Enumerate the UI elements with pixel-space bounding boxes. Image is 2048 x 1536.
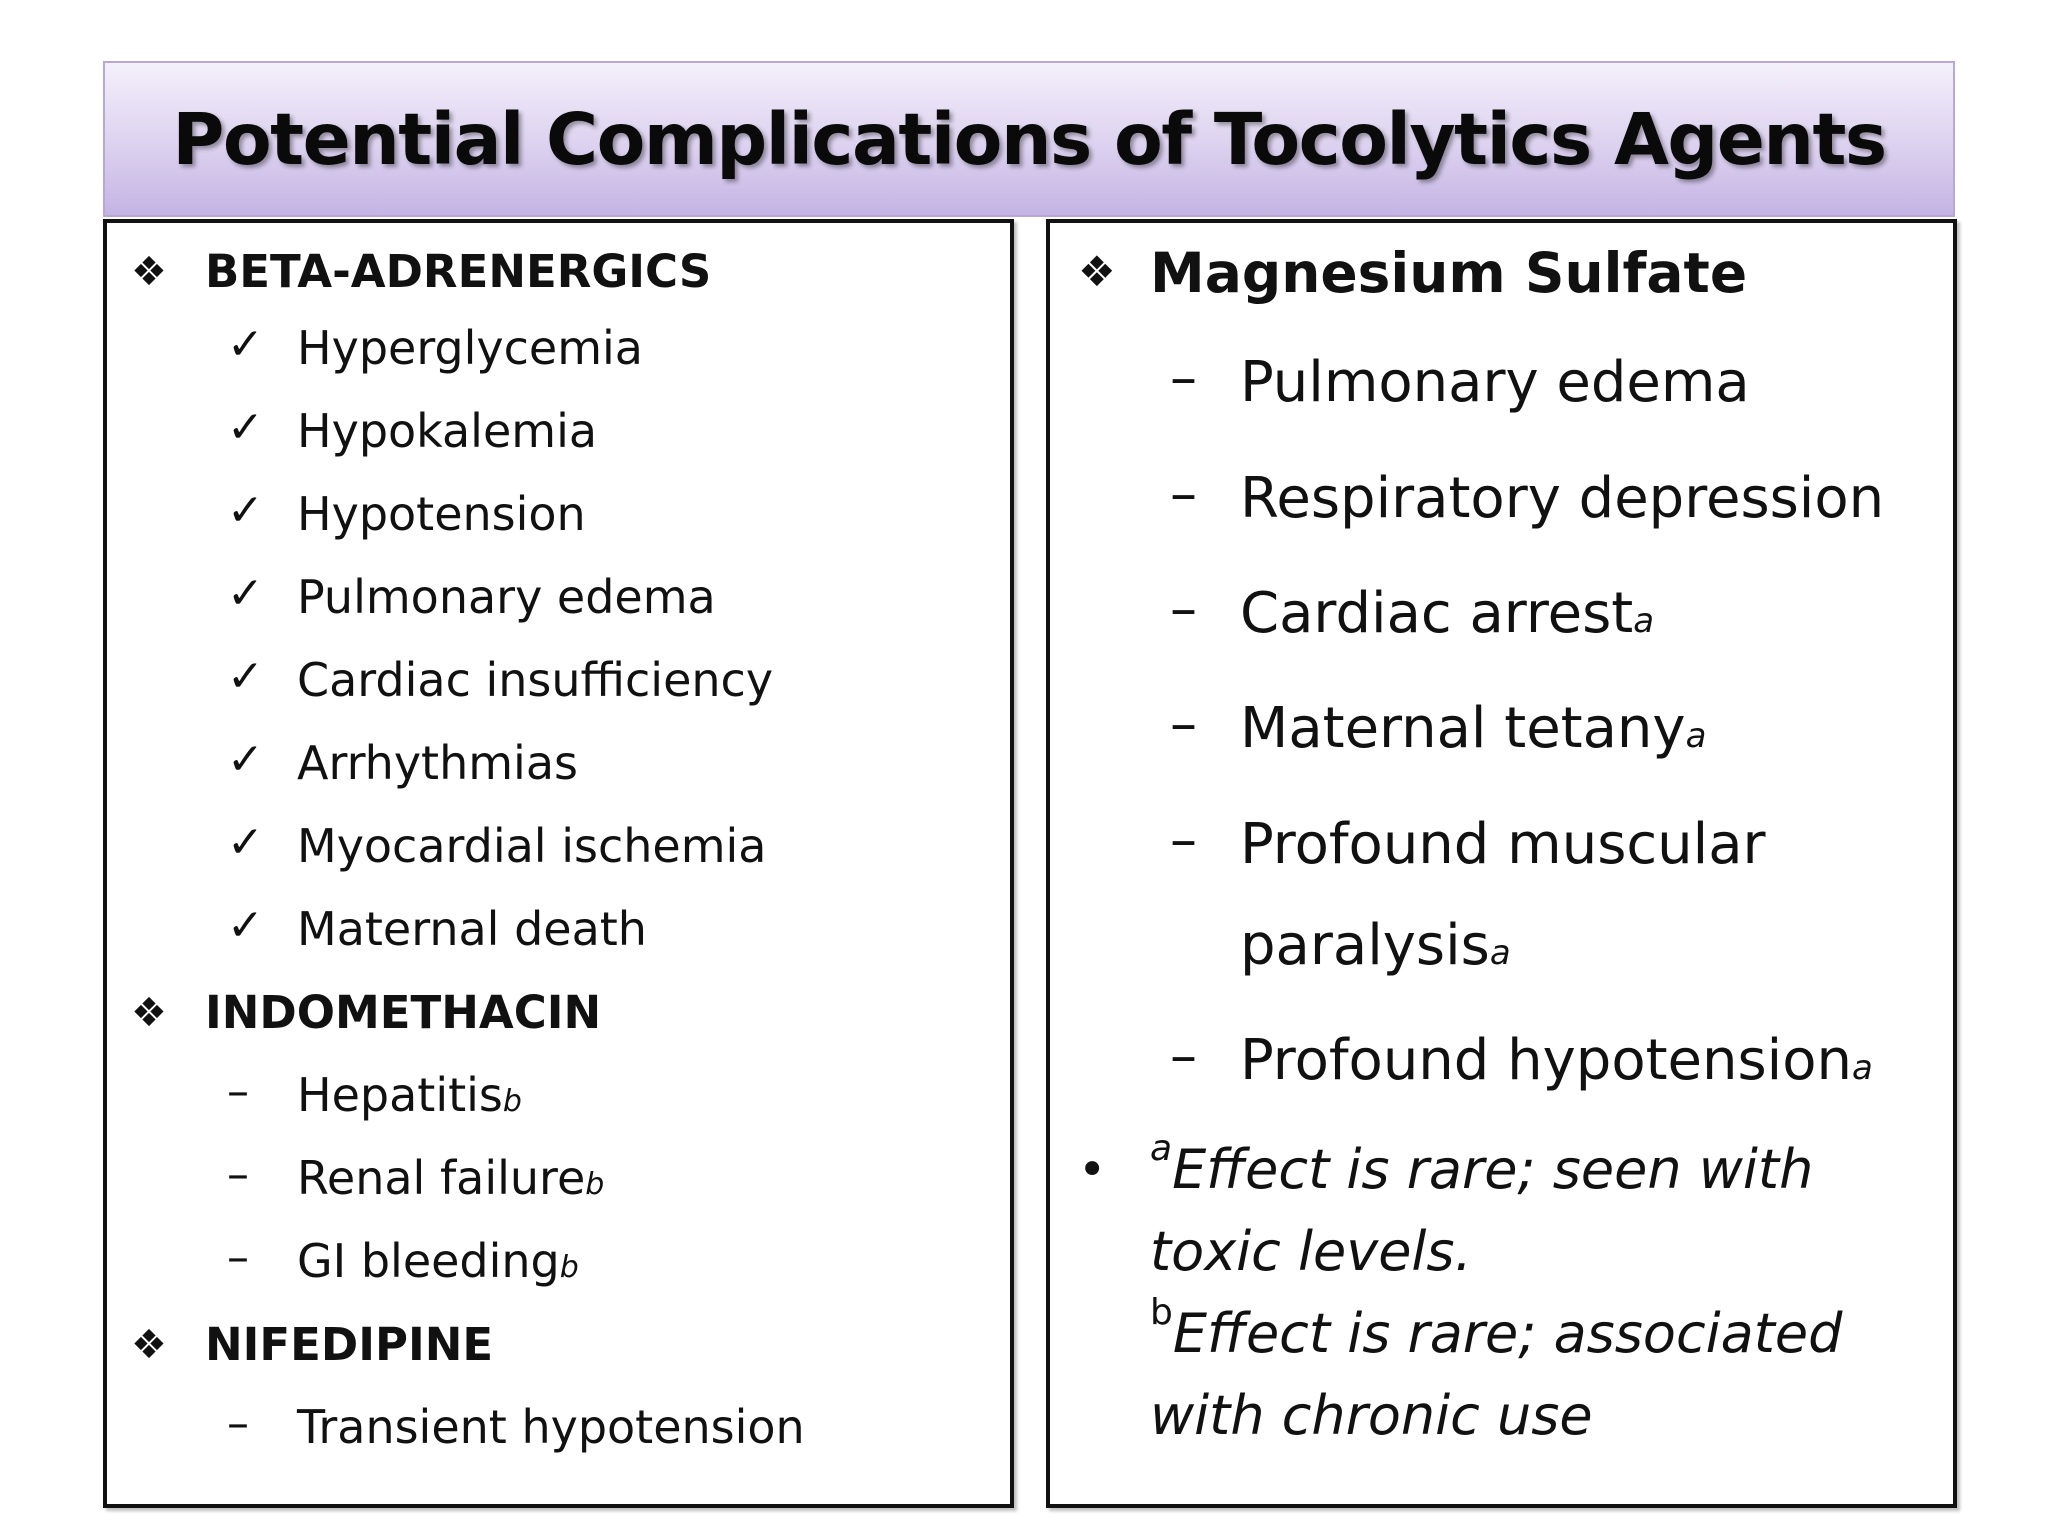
footnote-b-continued: with chronic use (1150, 1384, 1593, 1447)
list-item: ✓ Myocardial ischemia (227, 817, 767, 873)
dash-bullet-icon: – (227, 1149, 249, 1200)
checkmark-icon: ✓ (227, 568, 264, 619)
checkmark-icon: ✓ (227, 402, 264, 453)
right-panel (1046, 219, 1957, 1508)
list-item: ✓ Hypotension (227, 485, 586, 541)
list-item: – Profound muscular (1170, 808, 1766, 877)
dash-bullet-icon: – (1170, 808, 1197, 871)
list-item: ✓ Arrhythmias (227, 734, 578, 790)
list-item: – Maternal tetany a (1170, 692, 1707, 761)
list-item-continuation: paralysis a (1240, 913, 1511, 978)
list-item: – Cardiac arrest a (1170, 577, 1655, 646)
checkmark-icon: ✓ (227, 734, 264, 785)
list-item: ✓ Hyperglycemia (227, 319, 643, 375)
title-bar (103, 61, 1955, 217)
left-panel (103, 219, 1014, 1508)
section-heading-nifedipine: ❖ NIFEDIPINE (131, 1318, 494, 1371)
checkmark-icon: ✓ (227, 900, 264, 951)
section-heading-indomethacin: ❖ INDOMETHACIN (131, 986, 602, 1039)
footnotes (1078, 1128, 1940, 1457)
list-item: – Renal failure b (227, 1149, 605, 1205)
footnote-marker: b (1150, 1292, 1173, 1333)
section-heading-beta-adrenergics: ❖ BETA-ADRENERGICS (131, 245, 712, 298)
list-item: ✓ Cardiac insufficiency (227, 651, 774, 707)
footnote-b: $^b$Effect is rare; associated (1150, 1292, 1843, 1365)
dash-bullet-icon: – (1170, 462, 1197, 525)
list-item: ✓ Pulmonary edema (227, 568, 716, 624)
list-item: – Transient hypotension (227, 1398, 805, 1454)
footnote-a-continued: toxic levels. (1150, 1220, 1472, 1283)
checkmark-icon: ✓ (227, 817, 264, 868)
list-item: – GI bleeding b (227, 1232, 579, 1288)
dash-bullet-icon: – (1170, 692, 1197, 755)
list-item: ✓ Hypokalemia (227, 402, 598, 458)
footnote-a: $^a$Effect is rare; seen with (1150, 1128, 1814, 1201)
diamond-bullet-icon: ❖ (131, 1322, 167, 1368)
checkmark-icon: ✓ (227, 485, 264, 536)
page-title: Potential Complications of Tocolytics Agents (172, 97, 1886, 181)
diamond-bullet-icon: ❖ (131, 249, 167, 295)
checkmark-icon: ✓ (227, 319, 264, 370)
dash-bullet-icon: – (1170, 577, 1197, 640)
dash-bullet-icon: – (1170, 1024, 1197, 1087)
list-item: ✓ Maternal death (227, 900, 647, 956)
section-heading-magnesium-sulfate: ❖ Magnesium Sulfate (1078, 241, 1748, 305)
dash-bullet-icon: – (227, 1398, 249, 1449)
dash-bullet-icon: – (1170, 346, 1197, 409)
list-item: – Respiratory depression (1170, 462, 1885, 531)
dash-bullet-icon: – (227, 1066, 249, 1117)
dash-bullet-icon: – (227, 1232, 249, 1283)
bullet-icon: • (1078, 1142, 1107, 1198)
diamond-bullet-icon: ❖ (1078, 247, 1116, 296)
footnote-marker: a (1150, 1128, 1173, 1169)
list-item: – Hepatitis b (227, 1066, 522, 1122)
diamond-bullet-icon: ❖ (131, 990, 167, 1036)
list-item: – Pulmonary edema (1170, 346, 1750, 415)
list-item: – Profound hypotension a (1170, 1024, 1873, 1093)
checkmark-icon: ✓ (227, 651, 264, 702)
